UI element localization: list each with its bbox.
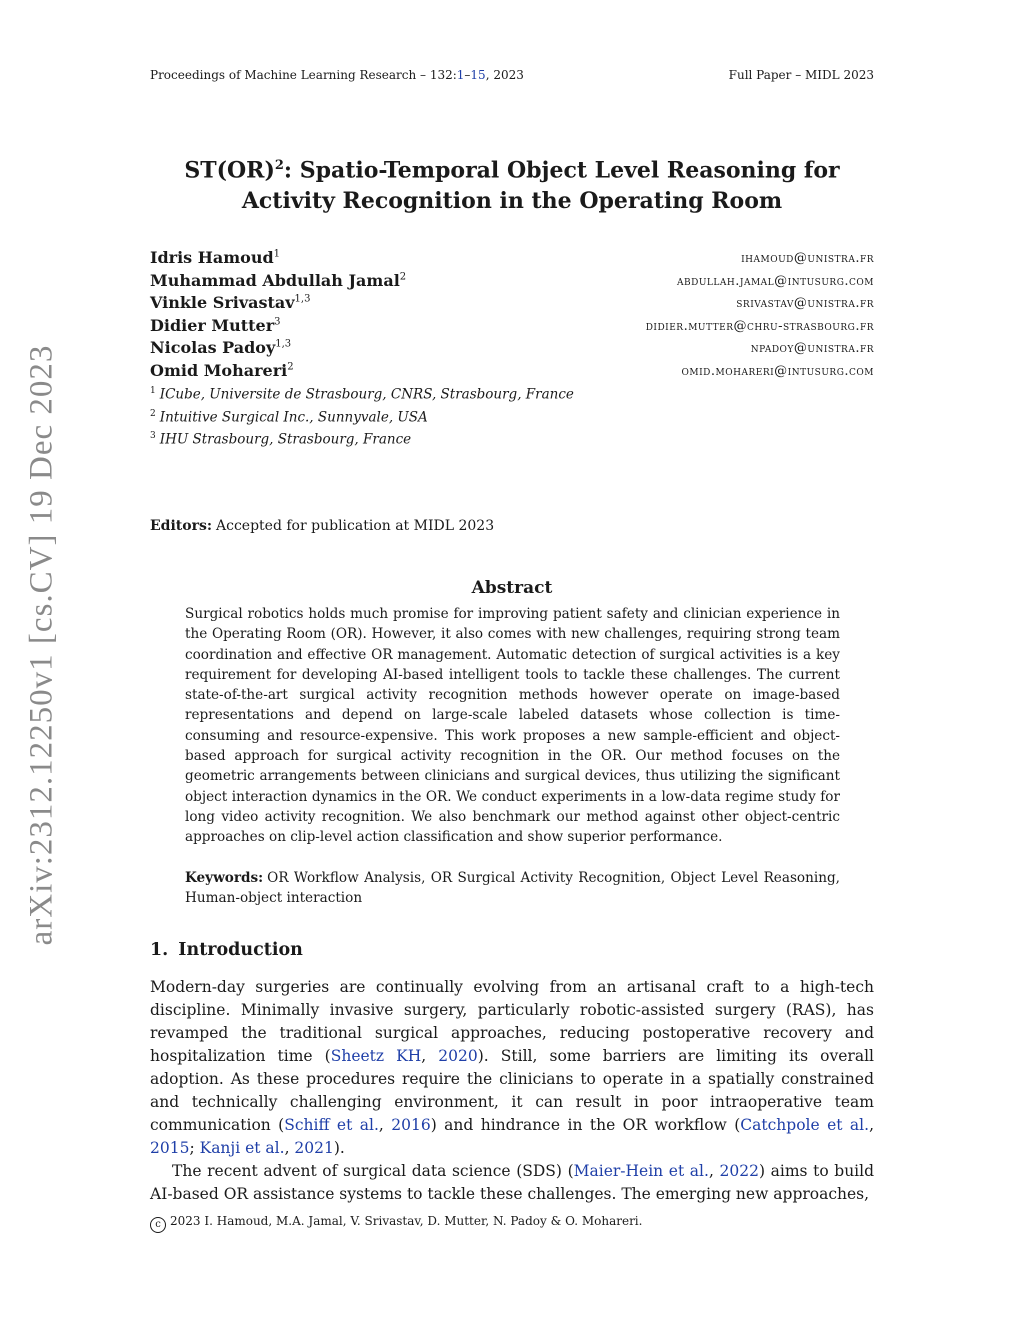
affiliation-list <box>150 386 710 454</box>
title-line-2: Activity Recognition in the Operating Room <box>241 188 783 215</box>
running-header-right: Full Paper – MIDL 2023 <box>728 68 874 82</box>
page-end-link[interactable]: 15 <box>470 68 486 82</box>
author-name: Vinkle Srivastav$^{1,3}$ <box>150 293 311 312</box>
citation-link[interactable]: 2022 <box>719 1162 759 1180</box>
paragraph: The recent advent of surgical data science (SDS) (Maier-Hein et al., 2022) aims to build AI-based OR assistance systems to tackle these challenges. The emerging new approaches, <box>150 1162 875 1203</box>
author-email[interactable]: abdullah.jamal@intusurg.com <box>677 273 874 289</box>
abstract-heading: Abstract <box>471 578 553 598</box>
author-email[interactable]: omid.mohareri@intusurg.com <box>681 363 874 379</box>
copyright-footer: c 2023 I. Hamoud, M.A. Jamal, V. Srivastav, D. Mutter, N. Padoy & O. Mohareri. <box>150 1214 642 1233</box>
abstract-body: Surgical robotics holds much promise for improving patient safety and clinician experience in the Operating Room (OR). However, it also comes with new challenges, requiring strong team coordination and effective OR management. Automatic detection of surgical activities is a key requirement for developing AI-based intelligent tools to tackle these challenges. The current state-of-the-art surgical activity recognition methods however operate on image-based representations and depend on large-scale labeled datasets whose collection is time-consuming and resource-expensive. This work proposes a new sample-efficient and object-based approach for surgical activity recognition in the OR. Our method focuses on the geometric arrangements between clinicians and surgical devices, thus utilizing the significant object interaction dynamics in the OR. We conduct experiments in a low-data regime study for long video activity recognition. We also benchmark our method against other object-centric approaches on clip-level action classification and show superior performance. <box>185 606 840 846</box>
citation-link[interactable]: Catchpole et al. <box>740 1116 870 1134</box>
citation-link[interactable]: Sheetz KH <box>330 1047 422 1065</box>
citation-link[interactable]: 2020 <box>438 1047 478 1065</box>
author-email[interactable]: srivastav@unistra.fr <box>736 296 874 311</box>
author-name: Nicolas Padoy$^{1,3}$ <box>150 338 292 357</box>
citation-link[interactable]: 2015 <box>150 1139 190 1157</box>
affiliation: $^1$ ICube, Universite de Strasbourg, CNRS, Strasbourg, France <box>150 386 574 403</box>
page-start-link[interactable]: 1 <box>456 68 465 82</box>
affiliation: $^2$ Intuitive Surgical Inc., Sunnyvale, USA <box>150 408 428 425</box>
author-row <box>150 338 874 361</box>
author-email[interactable]: npadoy@unistra.fr <box>750 341 874 356</box>
editors-note: Editors: Accepted for publication at MIDL 2023 <box>150 518 495 534</box>
author-row <box>150 361 874 384</box>
citation-link[interactable]: 2016 <box>391 1116 431 1134</box>
citation-link[interactable]: Schiff et al. <box>284 1116 379 1134</box>
introduction-body <box>150 976 874 1206</box>
author-row <box>150 248 874 271</box>
affiliation: $^3$ IHU Strasbourg, Strasbourg, France <box>150 431 412 448</box>
section-heading: 1. Introduction <box>150 940 303 960</box>
keywords: Keywords: OR Workflow Analysis, OR Surgical Activity Recognition, Object Level Reasoning, Human-object interaction <box>185 870 840 907</box>
author-list <box>150 248 874 383</box>
citation-link[interactable]: Kanji et al. <box>199 1139 285 1157</box>
author-row <box>150 271 874 294</box>
author-name: Muhammad Abdullah Jamal$^2$ <box>150 270 407 290</box>
author-name: Idris Hamoud$^1$ <box>150 248 281 267</box>
author-email[interactable]: didier.mutter@chru-strasbourg.fr <box>645 318 874 334</box>
paper-title <box>150 150 874 217</box>
citation-link[interactable]: Maier-Hein et al. <box>573 1162 709 1180</box>
title-line-1: ST(OR)$^2$: Spatio-Temporal Object Level Reasoning for <box>184 157 840 184</box>
author-name: Omid Mohareri$^2$ <box>150 360 294 380</box>
author-row <box>150 293 874 316</box>
author-name: Didier Mutter$^3$ <box>150 315 281 335</box>
author-row <box>150 316 874 339</box>
running-header-left: Proceedings of Machine Learning Research – 132:1–15, 2023 <box>150 68 524 82</box>
citation-link[interactable]: 2021 <box>294 1139 334 1157</box>
paragraph: Modern-day surgeries are continually evolving from an artisanal craft to a high-tech discipline. Minimally invasive surgery, particularly robotic-assisted surgery (RAS), has revamped the traditional surgical approaches, reducing postoperative recovery and hospitalization time (Sheetz KH, 2020). Still, some barriers are limiting its overall adoption. As these procedures require the clinicians to operate in a spatially constrained and technically challenging environment, it can result in poor intraoperative team communication (Schiff et al., 2016) and hindrance in the OR workflow (Catchpole et al., 2015; Kanji et al., 2021). <box>150 978 874 1157</box>
copyright-icon: c <box>150 1217 166 1233</box>
author-email[interactable]: ihamoud@unistra.fr <box>741 251 874 266</box>
